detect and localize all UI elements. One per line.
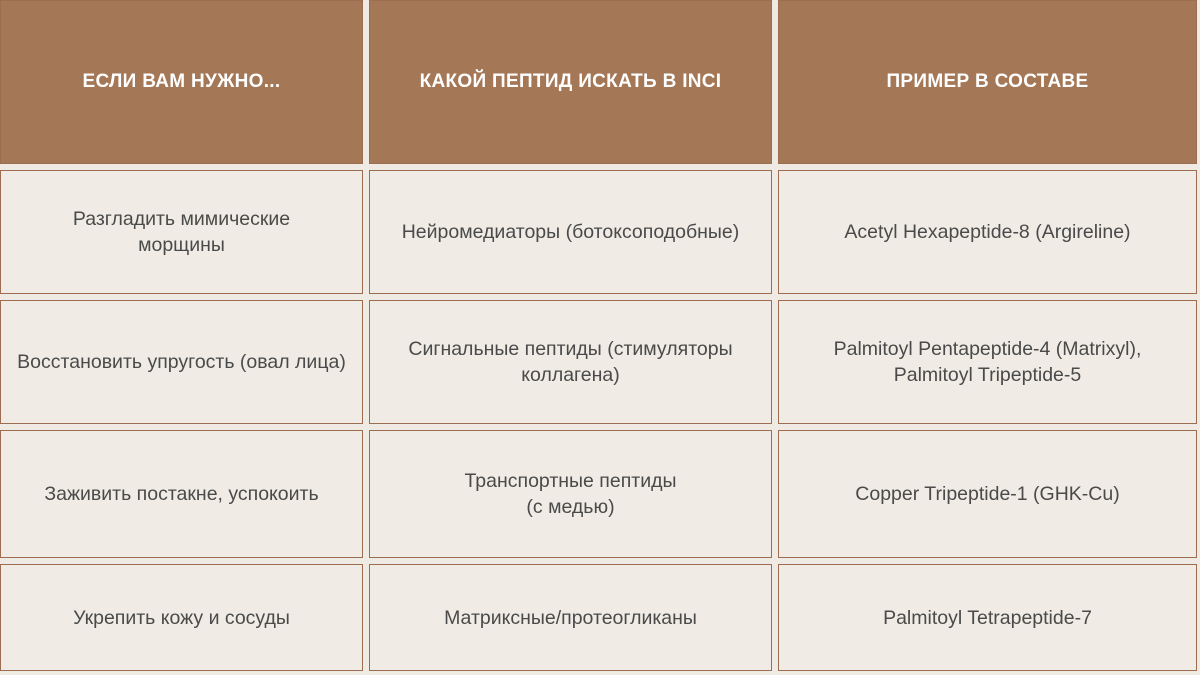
- table-cell: Транспортные пептиды (с медью): [369, 430, 772, 558]
- header-cell-need: ЕСЛИ ВАМ НУЖНО...: [0, 0, 363, 164]
- table-cell: Укрепить кожу и сосуды: [0, 564, 363, 671]
- table-cell: Palmitoyl Tetrapeptide-7: [778, 564, 1197, 671]
- table-cell: Восстановить упругость (овал лица): [0, 300, 363, 424]
- table-cell: Palmitoyl Pentapeptide-4 (Matrixyl), Palmitoyl Tripeptide-5: [778, 300, 1197, 424]
- header-cell-peptide-type: КАКОЙ ПЕПТИД ИСКАТЬ В INCI: [369, 0, 772, 164]
- table-cell: Разгладить мимические морщины: [0, 170, 363, 294]
- header-cell-example: ПРИМЕР В СОСТАВЕ: [778, 0, 1197, 164]
- table-cell: Copper Tripeptide-1 (GHK-Cu): [778, 430, 1197, 558]
- table-cell: Сигнальные пептиды (стимуляторы коллагена): [369, 300, 772, 424]
- table-cell: Acetyl Hexapeptide-8 (Argireline): [778, 170, 1197, 294]
- table-cell: Заживить постакне, успокоить: [0, 430, 363, 558]
- table-cell: Матриксные/протеогликаны: [369, 564, 772, 671]
- table-cell: Нейромедиаторы (ботоксоподобные): [369, 170, 772, 294]
